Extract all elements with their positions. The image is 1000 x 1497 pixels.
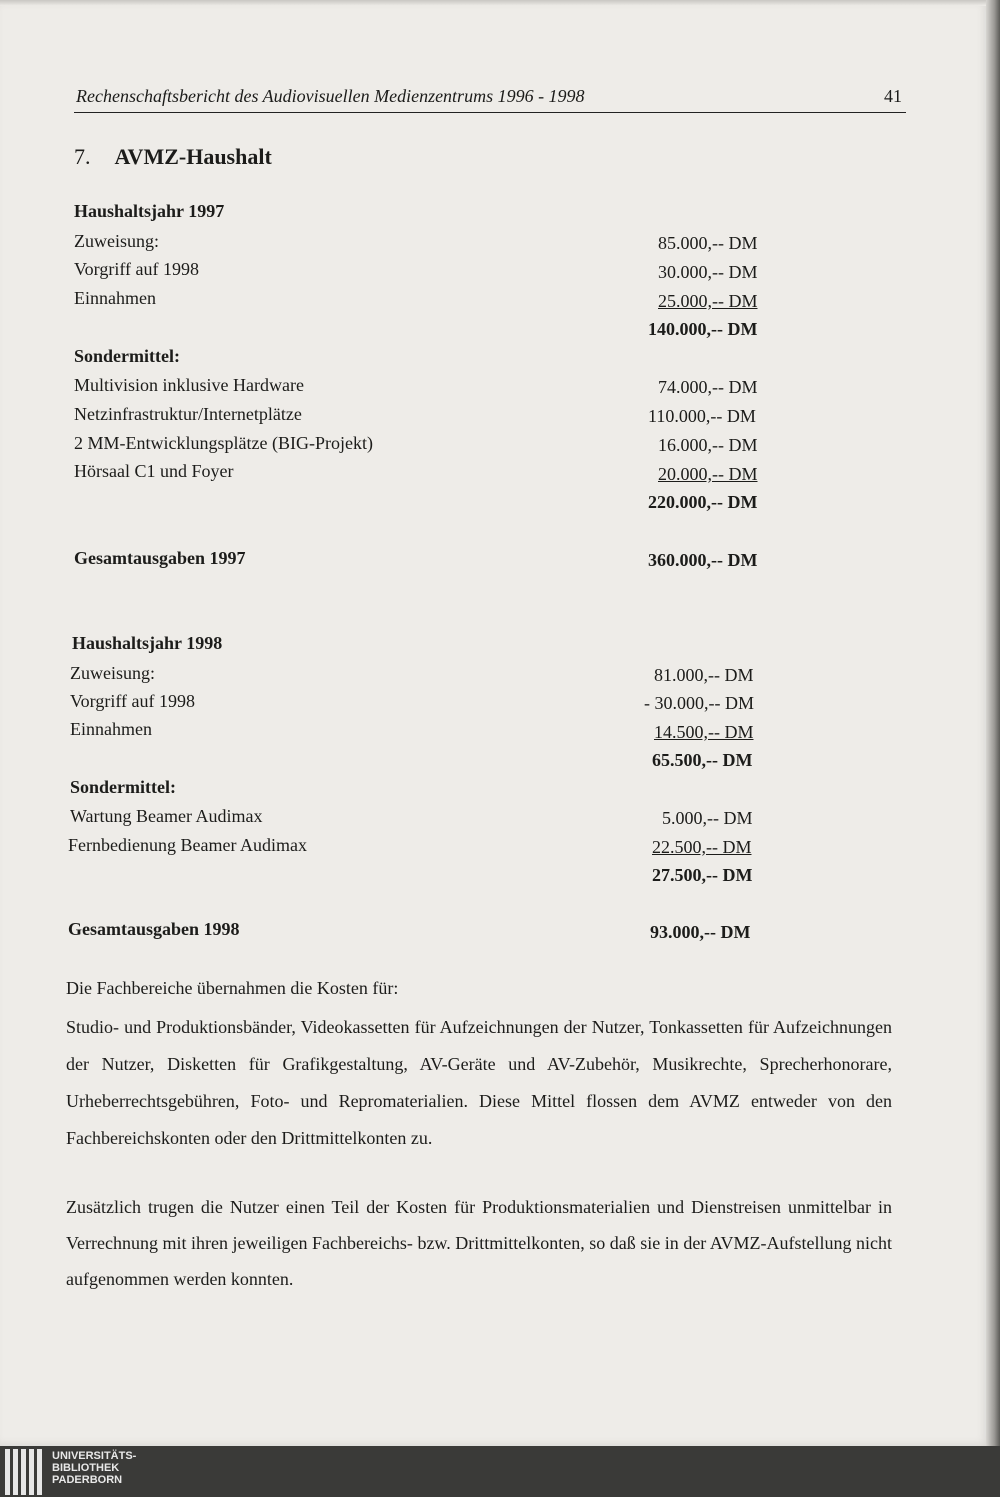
library-logo-icon: [4, 1449, 48, 1495]
library-name: [52, 1450, 136, 1486]
page-number: 41: [884, 86, 902, 106]
sondermittel-label: 2 MM-Entwicklungsplätze (BIG-Projekt): [74, 433, 373, 453]
total-1998: 93.000,-- DM: [650, 922, 751, 942]
sondermittel-amount: 110.000,-- DM: [648, 406, 756, 426]
sondermittel-heading-1998: Sondermittel:: [70, 777, 176, 797]
row-label: Vorgriff auf 1998: [70, 691, 195, 711]
section-number: 7.: [74, 144, 91, 169]
total-label-1998: Gesamtausgaben 1998: [68, 919, 240, 939]
sondermittel-label: Multivision inklusive Hardware: [74, 375, 304, 395]
subtotal-1997: 140.000,-- DM: [648, 319, 758, 339]
scan-footer: [0, 1446, 1000, 1497]
paragraph-costs: Studio- und Produktionsbänder, Videokassetten für Aufzeichnungen der Nutzer, Tonkassetten für Aufzeichnungen der Nutzer, Disketten für Grafikgestaltung, AV-Geräte und AV-Zubehör, Musikrechte, Sprecherhonorare, Urheberrechtsgebühren, Foto- und Repromaterialien. Diese Mittel flossen dem AVMZ entweder von den Fachbereichskonten oder den Drittmittelkonten zu.: [66, 1017, 892, 1148]
sondermittel-amount: 74.000,-- DM: [658, 377, 758, 397]
sondermittel-total-1997: 220.000,-- DM: [648, 492, 758, 512]
row-amount: 14.500,-- DM: [654, 722, 754, 742]
row-amount: - 30.000,-- DM: [644, 693, 754, 713]
sondermittel-label: Hörsaal C1 und Foyer: [74, 461, 234, 481]
section-heading: [74, 144, 272, 170]
library-line: BIBLIOTHEK: [52, 1462, 120, 1474]
page-edge: [986, 0, 1000, 1446]
header-title: Rechenschaftsbericht des Audiovisuellen Medienzentrums 1996 - 1998: [76, 86, 585, 106]
page-top-shadow: [0, 0, 992, 6]
library-line: PADERBORN: [52, 1474, 123, 1486]
paragraph-intro: Die Fachbereiche übernahmen die Kosten für:: [66, 978, 399, 998]
heading-1998: Haushaltsjahr 1998: [72, 633, 223, 653]
sondermittel-label: Fernbedienung Beamer Audimax: [68, 835, 307, 855]
total-1997: 360.000,-- DM: [648, 550, 758, 570]
paragraph-additional: Zusätzlich trugen die Nutzer einen Teil der Kosten für Produktionsmaterialien und Dienstreisen unmittelbar in Verrechnung mit ihren jeweiligen Fachbereichs- bzw. Drittmittelkonten, so daß sie in der AVMZ-Aufstellung nicht aufgenommen werden konnten.: [66, 1197, 892, 1289]
sondermittel-total-1998: 27.500,-- DM: [652, 865, 753, 885]
sondermittel-label: Wartung Beamer Audimax: [70, 806, 263, 826]
row-amount: 81.000,-- DM: [654, 665, 754, 685]
section-title: AVMZ-Haushalt: [114, 144, 272, 169]
total-label-1997: Gesamtausgaben 1997: [74, 548, 246, 568]
running-header: [74, 86, 906, 113]
sondermittel-amount: 22.500,-- DM: [652, 837, 752, 857]
row-label: Einnahmen: [74, 288, 156, 308]
row-amount: 30.000,-- DM: [658, 262, 758, 282]
sondermittel-amount: 20.000,-- DM: [658, 464, 758, 484]
subtotal-1998: 65.500,-- DM: [652, 750, 753, 770]
sondermittel-amount: 16.000,-- DM: [658, 435, 758, 455]
library-line: UNIVERSITÄTS-: [52, 1450, 137, 1462]
sondermittel-amount: 5.000,-- DM: [662, 808, 753, 828]
sondermittel-heading-1997: Sondermittel:: [74, 346, 180, 366]
row-amount: 85.000,-- DM: [658, 233, 758, 253]
row-label: Einnahmen: [70, 719, 152, 739]
row-label: Zuweisung:: [74, 231, 159, 251]
row-label: Vorgriff auf 1998: [74, 259, 199, 279]
row-label: Zuweisung:: [70, 663, 155, 683]
row-amount: 25.000,-- DM: [658, 291, 758, 311]
heading-1997: Haushaltsjahr 1997: [74, 201, 225, 221]
sondermittel-label: Netzinfrastruktur/Internetplätze: [74, 404, 302, 424]
